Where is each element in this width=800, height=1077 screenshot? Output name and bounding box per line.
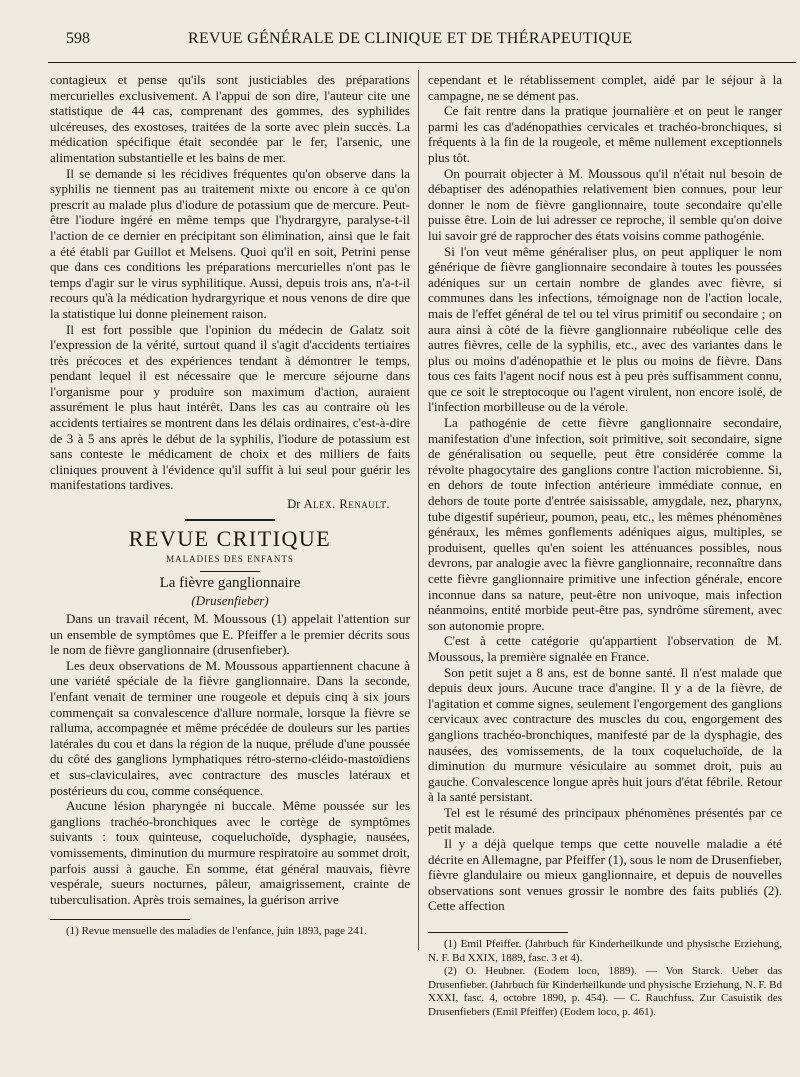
- right-column: [428, 72, 782, 914]
- footnote-rule: [50, 919, 190, 920]
- author-signature: [50, 497, 390, 513]
- signature-prefix: Dr: [287, 497, 301, 512]
- section-divider: [185, 519, 275, 523]
- paragraph: On pourrait objecter à M. Moussous qu'il n'était nul besoin de débaptiser des adénopathies relativement bien connues, pour leur donner le nom de fièvre ganglionnaire, toute secondaire qu'elle puisse être. Loin de lui adresser ce reproche, il semble qu'on doive lui savoir gré de rapprocher des états voisins comme pathogénie.: [428, 165, 782, 243]
- paragraph: Il est fort possible que l'opinion du médecin de Galatz soit l'expression de la vérité, surtout quand il s'agit d'accidents tertiaires très précoces et des expériences tendant à démontrer le temps, pendant lequel il est nécessaire que le mercure séjourne dans l'organisme pour y produire son maximum d'action, auraient assurément le plus haut intérêt. Dans les cas au contraire où les accidents tertiaires se montrent dans les délais ordinaires, c'est-à-dire de 3 à 5 ans après le début de la syphilis, l'iodure de potassium est sans conteste le médicament de choix et des milliers de faits cliniques prouvent à l'évidence qu'il suffit à lui seul pour guérir les manifestations tardives.: [50, 321, 410, 493]
- paragraph: La pathogénie de cette fièvre ganglionnaire secondaire, manifestation d'une infection, soit primitive, soit secondaire, signe de généralisation ou sequelle, peut être considérée comme la révolte phagocytaire des ganglions contre l'action microbienne. Si, en dehors de toute infection antérieure immédiate connue, en dehors de toute porte d'entrée saisissable, amygdale, nez, pharynx, tube digestif supérieur, poumon, peau, etc., les mêmes phénomènes généraux, les mêmes gonflements adéniques aigus, multiples, se produisent, quelles qu'en soient les atténuances possibles, nous devrons, par analogie avec la fièvre ganglionnaire, reconnaître dans cette fièvre ganglionnaire primitive une infection générale, encore inconnue dans sa nature, peut-être non univoque, mais infection néanmoins, entité morbide peut-être pas, syndrôme sûrement, avec son autonomie propre.: [428, 415, 782, 633]
- subsection-rule: [200, 571, 260, 572]
- paragraph: Il se demande si les récidives fréquentes qu'on observe dans la syphilis ne tiennent pas au traitement mixte ou encore à ce qu'on prescrit au malade plus d'iodure de potassium que de mercure. Peut-être l'iodure ingéré en même temps que l'hydrargyre, paralyse-t-il l'action de ce dernier en précipitant son élimination, ainsi que le fait a été établi par Guillot et Melsens. Quoi qu'il en soit, Petrini pense que dans ces conditions les préparations mercurielles n'ont pas le temps d'agir sur le virus syphilitique. Aussi, depuis trois ans, n'a-t-il recours qu'à la médication hydrargyrique et nous venons de dire que la statistique lui donne pleinement raison.: [50, 165, 410, 321]
- paragraph: Il y a déjà quelque temps que cette nouvelle maladie a été décrite en Allemagne, par Pfeiffer (1), sous le nom de Drusenfieber, fièvre glandulaire ou mieux ganglionnaire, et depuis de nouvelles observations sont venues grossir le nombre des faits publiés (2). Cette affection: [428, 836, 782, 914]
- section-title: REVUE CRITIQUE: [128, 525, 332, 551]
- paragraph: Tel est le résumé des principaux phénomènes présentés par ce petit malade.: [428, 804, 782, 836]
- page-header: [46, 28, 788, 50]
- footnote: (1) Emil Pfeiffer. (Jahrbuch für Kinderheilkunde und physische Erziehung, N. F. Bd XXIX, 1889, fasc. 3 et 4).: [428, 938, 782, 964]
- page-number: 598: [66, 30, 90, 47]
- paragraph: Dans un travail récent, M. Moussous (1) appelait l'attention sur un ensemble de symptômes que E. Pfeiffer a le premier décrits sous le nom de fièvre ganglionnaire (drusenfieber).: [50, 611, 410, 658]
- paragraph: contagieux et pense qu'ils sont justiciables des préparations mercurielles exclusivement. A l'appui de son dire, l'auteur cite une statistique de 44 cas, comprenant des gommes, des syphilides ulcéreuses, des exostoses, traitées de la sorte avec plein succès. La médication spécifique était secondée par le fer, l'arsenic, une alimentation substantielle et les bains de mer.: [50, 72, 410, 165]
- header-rule: [48, 62, 796, 63]
- right-footnotes: [428, 932, 782, 1020]
- article-subtitle: (Drusenfieber): [191, 593, 269, 609]
- paragraph: Ce fait rentre dans la pratique journalière et on peut le ranger parmi les cas d'adénopathies cervicales et trachéo-bronchiques, si fréquents à la fin de la rougeole, et même nullement exceptionnels plus tôt.: [428, 103, 782, 165]
- paragraph: Son petit sujet a 8 ans, est de bonne santé. Il n'est malade que depuis deux jours. Aucune trace d'angine. Il y a de la fièvre, de l'agitation et comme signes, seulement l'engorgement des ganglions cervicaux avec contracture des muscles du cou, engorgement des ganglions trachéo-bronchiques, manifesté par de la dysphagie, des nausées, des vomissements, de la toux coqueluchoïde, de la diminution du murmure vésiculaire au sommet droit, puis au gauche. Convalescence longue après huit jours d'état fébrile. Retour à la santé persistant.: [428, 664, 782, 805]
- footnote: (1) Revue mensuelle des maladies de l'enfance, juin 1893, page 241.: [66, 925, 368, 938]
- paragraph: C'est à cette catégorie qu'appartient l'observation de M. Moussous, la première signalée en France.: [428, 633, 782, 664]
- left-column: [50, 72, 410, 939]
- footnote: (2) O. Heubner. (Eodem loco, 1889). — Von Starck. Ueber das Drusenfieber. (Jahrbuch für Kinderheilkunde und physische Erziehung, N. F. Bd XXXI, fasc. 4, octobre 1890, p. 454). — C. Rauchfuss. Zur Casuistik des Drusenfiebers (Emil Pfeiffer) (Eodem loco, p. 461).: [428, 965, 782, 1018]
- article-title: La fièvre ganglionnaire: [159, 574, 301, 591]
- column-divider: [418, 70, 419, 950]
- paragraph: Aucune lésion pharyngée ni buccale. Même poussée sur les ganglions trachéo-bronchiques avec le cortège de symptômes suivants : toux quinteuse, coqueluchoïde, dysphagie, nausées, vomissements, diminution du murmure respiratoire au sommet droit, parfois aussi à gauche. En somme, état général mauvais, fièvre vespérale, sueurs nocturnes, pâleur, amaigrissement, crainte de tuberculisation. Après trois semaines, la guérison arrive: [50, 798, 410, 907]
- running-title: REVUE GÉNÉRALE DE CLINIQUE ET DE THÉRAPEUTIQUE: [188, 30, 633, 47]
- paragraph: Les deux observations de M. Moussous appartiennent chacune à une variété spéciale de la fièvre ganglionnaire. Dans la seconde, l'enfant venait de terminer une rougeole et depuis cinq à six jours commençait sa convalescence d'allure normale, lorsque la fièvre se ralluma, accompagnée et même précédée de douleurs sur les parties latérales du cou et dans la région de la nuque, prélude d'une poussée du côté des ganglions lymphatiques rétro-sterno-cléido-mastoïdiens et sus-claviculaires, avec contracture des muscles latéraux et postérieurs du cou, comme conséquence.: [50, 657, 410, 798]
- paragraph: Si l'on veut même généraliser plus, on peut appliquer le nom générique de fièvre ganglionnaire secondaire à toutes les poussées adéniques sur un certain nombre de glandes avec fièvre, si communes dans les infections, témoignage non de l'action locale, mais de l'effet général de tel ou tel virus primitif ou secondaire ; on aura ainsi à côté de la fièvre ganglionnaire rubéolique celle des autres fièvres, celle de la syphilis, etc., avec des variantes dans le plus ou moins d'adénopathie et le plus ou moins de fièvre. Dans tous ces faits l'agent nocif nous est à peu près suffisamment connu, que ce soit le streptocoque ou l'agent virulent, non encore isolé, de l'infection morbilleuse ou de la vérole.: [428, 243, 782, 415]
- subsection-heading: MALADIES DES ENFANTS: [166, 554, 294, 565]
- paragraph: cependant et le rétablissement complet, aidé par le séjour à la campagne, ne se dément pas.: [428, 72, 782, 103]
- signature-name: Alex. Renault.: [303, 497, 390, 512]
- footnote-rule: [428, 932, 568, 933]
